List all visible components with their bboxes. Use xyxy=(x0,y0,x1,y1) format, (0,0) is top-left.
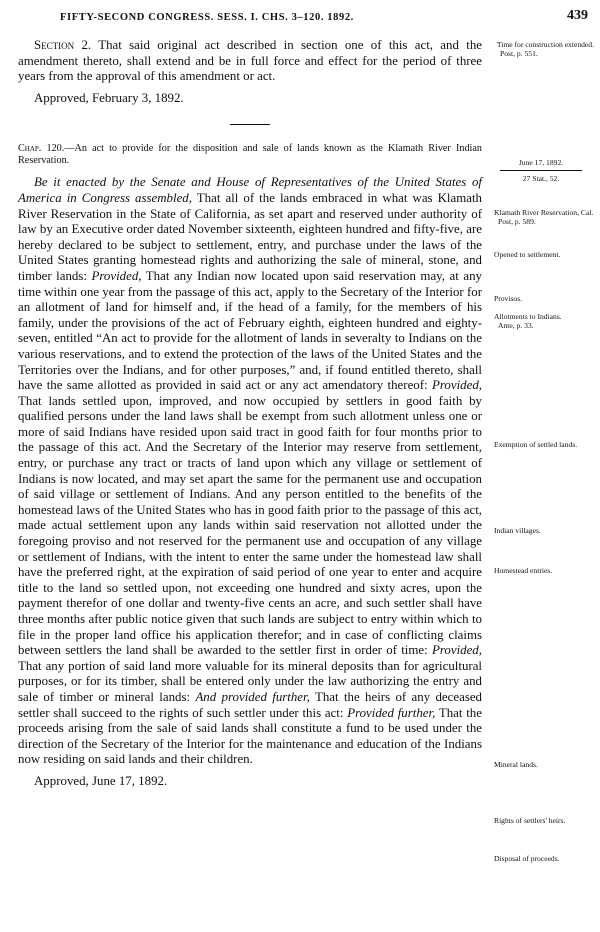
proviso-4: And provided further, xyxy=(195,689,310,704)
margin-note-text: Homestead entries. xyxy=(494,566,553,575)
proviso-5: Provided further, xyxy=(347,705,436,720)
approved-line-1: Approved, February 3, 1892. xyxy=(34,90,184,105)
section-label: Section 2. xyxy=(34,38,92,52)
margin-note-text: Disposal of proceeds. xyxy=(494,854,560,863)
enacting-body-3: That lands settled upon, improved, and now occupied by settlers in good faith by qualified persons under the land laws shall be exempt from such allotment unless one or more of said Indians have resided upon said tract in good faith for four months prior to the passage of this act. And the Secretary of the Interior may reserve from settlement, entry, or purchase any tract or tracts of land upon which any village or settlement of Indians is now located, and may set apart the same for the permanent use and occupation of said village or settlement of Indians. And any person entitled to the benefits of the homestead laws of the United States who has in good faith prior to the passage of this act, made actual settlement upon any lands within said reservation not allotted under the foregoing proviso and not reserved for the permanent use and occupation of any village or settlement of Indians, with the intent to enter the same under the homestead law shall have the preferred right, at the expiration of said period of one year to enter and acquire title to the land so settled upon, not exceeding one hundred and sixty acres, upon the payment therefor of one dollar and twenty-five cents an acre, and such settler shall have three months after public notice given that such lands are subject to entry within which to file in the proper land office his application therefor; and in case of conflicting claims between settlers the land shall be awarded to the settler first in order of time: xyxy=(18,393,482,658)
margin-rule xyxy=(500,170,582,171)
chapter-label: Chap. 120. xyxy=(18,143,65,155)
margin-note-text: Exemption of settled lands. xyxy=(494,440,578,449)
margin-note-text: June 17, 1892. xyxy=(518,158,564,167)
section-divider xyxy=(230,124,270,125)
margin-note xyxy=(494,294,594,303)
enacting-paragraph xyxy=(18,175,482,768)
enacting-body-1: That all of the lands embraced in what was Klamath River Reservation in the State of California, as set apart and reserved under authority of law by an Executive order dated November sixteenth, eighteen hundred and fifty-five, are hereby declared to be subject to settlement, entry, and purchase under the laws of the United States granting homestead rights and authorizing the sale of mineral, stone, and timber lands: xyxy=(18,190,482,283)
margin-note-text: Time for construction extended. xyxy=(496,40,594,49)
main-text xyxy=(18,38,482,790)
page-number: 439 xyxy=(567,8,588,23)
running-title: FIFTY-SECOND CONGRESS. SESS. I. CHS. 3–120. 1892. xyxy=(60,12,354,23)
running-header xyxy=(20,8,588,28)
margin-note xyxy=(494,312,594,330)
margin-note-text: Indian villages. xyxy=(494,526,541,535)
margin-note-text: Klamath River Reservation, Cal. xyxy=(494,208,594,217)
proviso-3: Provided, xyxy=(431,643,482,658)
margin-note xyxy=(494,526,594,535)
margin-note xyxy=(494,854,594,863)
margin-note xyxy=(494,566,594,575)
chapter-heading xyxy=(18,143,482,167)
margin-note xyxy=(496,40,594,58)
margin-note-ref: Post, p. 551. xyxy=(500,49,538,58)
margin-note xyxy=(494,440,594,449)
margin-note-stat xyxy=(500,174,582,183)
margin-note-text: Rights of settlers' heirs. xyxy=(494,816,566,825)
margin-note xyxy=(494,760,594,769)
proviso-1: Provided, xyxy=(91,268,142,283)
enacting-body-5: That the heirs of any deceased settler shall succeed to the rights of such settler under this act: xyxy=(18,689,482,720)
chapter-title: —An act to provide for the disposition and sale of lands known as the Klamath River Indian Reservation. xyxy=(18,143,482,167)
margin-note-date xyxy=(500,158,582,167)
margin-note-ref: 27 Stat., 52. xyxy=(522,174,560,183)
enacting-body-4: That any portion of said land more valuable for its mineral deposits than for agricultural purposes, or for its timber, shall be entered only under the law authorizing the entry and sale of timber or mineral lands: xyxy=(18,658,482,704)
approved-line-2: Approved, June 17, 1892. xyxy=(34,773,168,788)
enacting-clause: Be it enacted by the Senate and House of Representatives of the United States of America in Congress assembled, xyxy=(18,175,482,205)
margin-note-text: Mineral lands. xyxy=(494,760,538,769)
margin-note-text: Allotments to Indians. xyxy=(494,312,562,321)
margin-note-ref: Ante, p. 33. xyxy=(498,321,534,330)
section-2-text: That said original act described in section one of this act, and the amendment thereto, shall extend and be in full force and effect for the period of three years from the approval of this amendment or act. xyxy=(18,38,482,84)
margin-note-ref: Post, p. 589. xyxy=(498,217,536,226)
enacting-body-2: That any Indian now located upon said reservation may, at any time within one year from the passage of this act, apply to the Secretary of the Interior for an allotment of land for himself and, if the head of a family, for the members of his family, under the provisions of the act of February eighth, eighteen hundred and eighty-seven, entitled “An act to provide for the allotment of lands in severalty to Indians on the various reservations, and to extend the protection of the laws of the United States and the Territories over the Indians, and for other purposes,” and, if found entitled thereto, shall have the same allotted as provided in said act or any act amendatory thereof: xyxy=(18,268,482,393)
section-2-paragraph xyxy=(18,38,482,85)
proviso-2: Provided, xyxy=(432,378,482,393)
margin-note-text: Provisos. xyxy=(494,294,523,303)
margin-note xyxy=(494,816,594,825)
enacting-body-6: That the proceeds arising from the sale of said lands shall constitute a fund to be used under the direction of the Secretary of the Interior for the maintenance and education of the Indians now residing on said lands and their children. xyxy=(18,705,482,767)
margin-note xyxy=(494,250,594,259)
margin-note xyxy=(494,208,594,226)
margin-note-text: Opened to settlement. xyxy=(494,250,561,259)
